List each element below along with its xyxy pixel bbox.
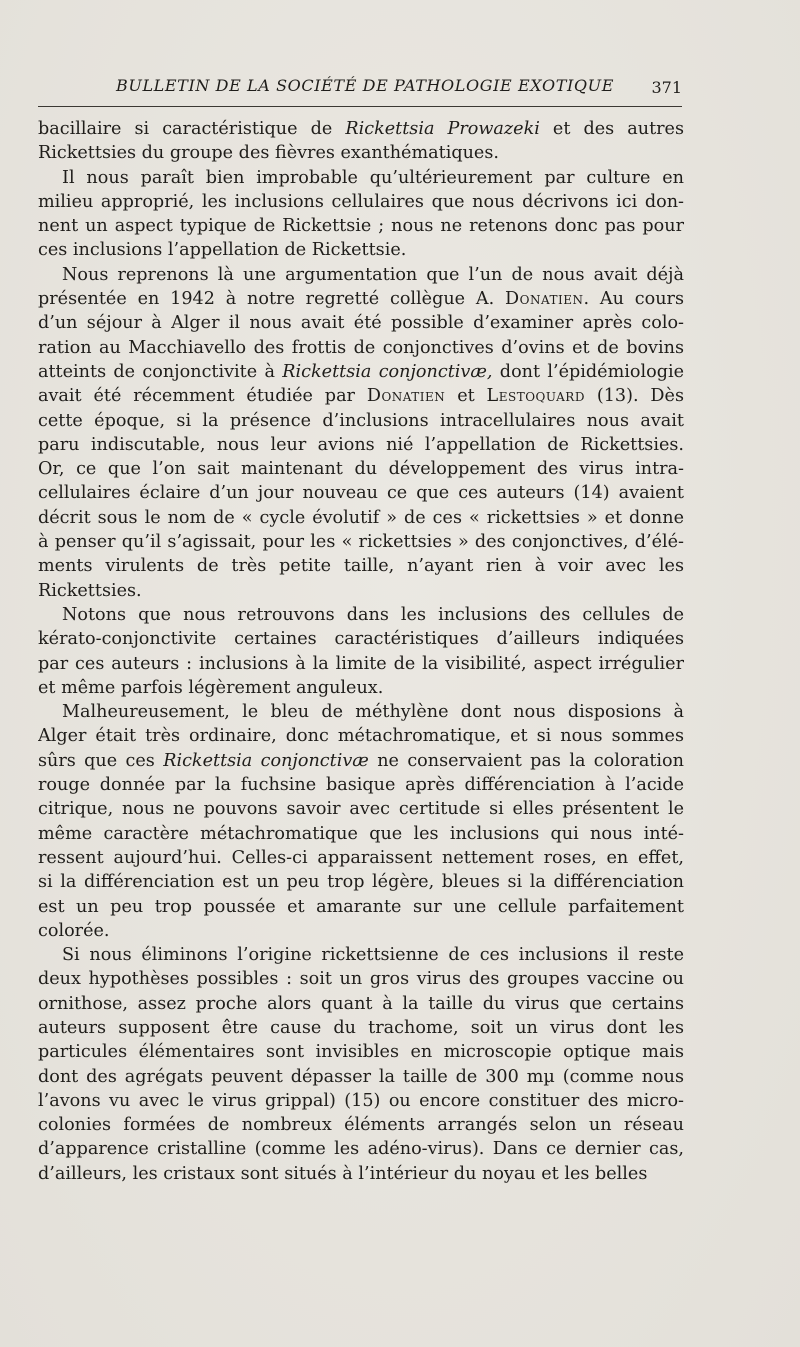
text-line bbox=[38, 311, 684, 335]
text-line bbox=[38, 749, 684, 773]
text-run: d’un séjour à Alger il nous avait été possible d’examiner après colo- bbox=[38, 313, 684, 334]
text-run: Notons que nous retrouvons dans les inclusions des cellules de bbox=[62, 604, 684, 625]
text-line bbox=[38, 919, 684, 943]
text-run: Il nous paraît bien improbable qu’ultérieurement par culture en bbox=[62, 167, 684, 188]
text-run: atteints de conjonctivite à bbox=[38, 361, 283, 382]
text-run: Or, ce que l’on sait maintenant du développement des virus intra- bbox=[38, 459, 684, 480]
text-run: et bbox=[445, 386, 487, 407]
text-run: même caractère métachromatique que les inclusions qui nous inté- bbox=[38, 823, 684, 844]
text-line bbox=[38, 360, 684, 384]
text-line bbox=[38, 214, 684, 238]
text-line bbox=[38, 603, 684, 627]
text-run: d’apparence cristalline (comme les adéno-virus). Dans ce dernier cas, bbox=[38, 1139, 684, 1160]
header-rule bbox=[38, 106, 682, 107]
text-line bbox=[38, 579, 684, 603]
text-run: ornithose, assez proche alors quant à la taille du virus que certains bbox=[38, 993, 684, 1014]
text-run: citrique, nous ne pouvons savoir avec certitude si elles présentent le bbox=[38, 799, 684, 820]
text-line bbox=[38, 1065, 684, 1089]
author-name: Lestoquard bbox=[486, 386, 585, 407]
text-line bbox=[38, 1137, 684, 1161]
text-run: . Au cours bbox=[583, 289, 684, 310]
text-line bbox=[38, 1089, 684, 1113]
text-run: est un peu trop poussée et amarante sur une cellule parfaitement bbox=[38, 896, 684, 917]
text-run: l’avons vu avec le virus grippal) (15) ou encore constituer des micro- bbox=[38, 1090, 684, 1111]
text-run: cette époque, si la présence d’inclusions intracellulaires nous avait bbox=[38, 410, 684, 431]
text-run: colorée. bbox=[38, 920, 110, 941]
text-line bbox=[38, 263, 684, 287]
body-text bbox=[38, 117, 684, 1186]
running-header bbox=[38, 76, 682, 102]
text-line bbox=[38, 433, 684, 457]
text-run: Si nous éliminons l’origine rickettsienne de ces inclusions il reste bbox=[62, 945, 684, 966]
running-head-title: BULLETIN DE LA SOCIÉTÉ DE PATHOLOGIE EXOTIQUE bbox=[116, 76, 614, 95]
text-line bbox=[38, 457, 684, 481]
text-line bbox=[38, 554, 684, 578]
text-line bbox=[38, 992, 684, 1016]
text-line bbox=[38, 141, 684, 165]
author-name: Donatien bbox=[366, 386, 446, 407]
text-run: avait été récemment étudiée par bbox=[38, 386, 367, 407]
text-run: rouge donnée par la fuchsine basique après différenciation à l’acide bbox=[38, 775, 684, 796]
text-line bbox=[38, 1113, 684, 1137]
text-line bbox=[38, 967, 684, 991]
text-run: sûrs que ces bbox=[38, 750, 164, 771]
text-line bbox=[38, 676, 684, 700]
text-run: Rickettsies du groupe des fièvres exanthématiques. bbox=[38, 143, 499, 164]
text-run: cellulaires éclaire d’un jour nouveau ce que ces auteurs (14) avaient bbox=[38, 483, 684, 504]
text-line bbox=[38, 700, 684, 724]
text-line bbox=[38, 166, 684, 190]
text-line bbox=[38, 530, 684, 554]
text-line bbox=[38, 1162, 684, 1186]
text-run: ne conservaient pas la coloration bbox=[368, 750, 684, 771]
text-run: auteurs supposent être cause du trachome, soit un virus dont les bbox=[38, 1017, 684, 1038]
text-line bbox=[38, 870, 684, 894]
text-line bbox=[38, 1040, 684, 1064]
italic-text: Rickettsia conjonctivæ, bbox=[282, 361, 493, 382]
text-line bbox=[38, 238, 684, 262]
text-run: si la différenciation est un peu trop légère, bleues si la différenciation bbox=[38, 872, 684, 893]
text-line bbox=[38, 506, 684, 530]
text-line bbox=[38, 336, 684, 360]
text-run: et des autres bbox=[539, 119, 684, 139]
text-run: à penser qu’il s’agissait, pour les « rickettsies » des conjonctives, d’élé- bbox=[38, 532, 684, 553]
text-run: colonies formées de nombreux éléments arrangés selon un réseau bbox=[38, 1115, 684, 1136]
text-line bbox=[38, 627, 684, 651]
text-run: ces inclusions l’appellation de Rickettsie. bbox=[38, 240, 407, 261]
page-number: 371 bbox=[651, 78, 682, 97]
text-line bbox=[38, 117, 684, 141]
text-run: deux hypothèses possibles : soit un gros virus des groupes vaccine ou bbox=[38, 969, 684, 990]
text-line bbox=[38, 190, 684, 214]
text-line bbox=[38, 481, 684, 505]
text-run: décrit sous le nom de « cycle évolutif » de ces « rickettsies » et donne bbox=[38, 507, 684, 528]
text-run: Nous reprenons là une argumentation que l’un de nous avait déjà bbox=[62, 264, 684, 285]
text-run: par ces auteurs : inclusions à la limite de la visibilité, aspect irrégulier bbox=[38, 653, 684, 674]
italic-text: Rickettsia Prowazeki bbox=[345, 119, 540, 139]
text-run: paru indiscutable, nous leur avions nié l’appellation de Rickettsies. bbox=[38, 434, 684, 455]
text-run: Alger était très ordinaire, donc métachromatique, et si nous sommes bbox=[38, 726, 684, 747]
text-line bbox=[38, 822, 684, 846]
text-run: nent un aspect typique de Rickettsie ; nous ne retenons donc pas pour bbox=[38, 216, 684, 237]
text-run: Rickettsies. bbox=[38, 580, 142, 601]
text-run: d’ailleurs, les cristaux sont situés à l’intérieur du noyau et les belles bbox=[38, 1163, 648, 1184]
text-line bbox=[38, 287, 684, 311]
text-run: particules élémentaires sont invisibles en microscopie optique mais bbox=[38, 1042, 684, 1063]
text-line bbox=[38, 724, 684, 748]
text-line bbox=[38, 773, 684, 797]
text-run: présentée en 1942 à notre regretté collègue A. bbox=[38, 289, 506, 310]
text-run: et même parfois légèrement anguleux. bbox=[38, 677, 384, 698]
text-run: dont des agrégats peuvent dépasser la taille de 300 mµ (comme nous bbox=[38, 1066, 684, 1087]
text-line bbox=[38, 652, 684, 676]
text-line bbox=[38, 797, 684, 821]
italic-text: Rickettsia conjonctivæ bbox=[163, 750, 369, 771]
text-line bbox=[38, 895, 684, 919]
text-line bbox=[38, 846, 684, 870]
text-line bbox=[38, 409, 684, 433]
text-run: milieu approprié, les inclusions cellulaires que nous décrivons ici don- bbox=[38, 191, 684, 212]
text-run: (13). Dès bbox=[584, 386, 684, 407]
text-run: bacillaire si caractéristique de bbox=[38, 119, 346, 139]
text-line bbox=[38, 943, 684, 967]
text-run: ments virulents de très petite taille, n’ayant rien à voir avec les bbox=[38, 556, 684, 577]
text-run: Malheureusement, le bleu de méthylène dont nous disposions à bbox=[62, 702, 684, 723]
text-line bbox=[38, 1016, 684, 1040]
text-run: ration au Macchiavello des frottis de conjonctives d’ovins et de bovins bbox=[38, 337, 684, 358]
text-line bbox=[38, 384, 684, 408]
text-run: dont l’épidémiologie bbox=[492, 361, 684, 382]
text-run: kérato-conjonctivite certaines caractéristiques d’ailleurs indiquées bbox=[38, 629, 684, 650]
author-name: Donatien bbox=[505, 289, 584, 310]
text-run: ressent aujourd’hui. Celles-ci apparaissent nettement roses, en effet, bbox=[38, 847, 684, 868]
